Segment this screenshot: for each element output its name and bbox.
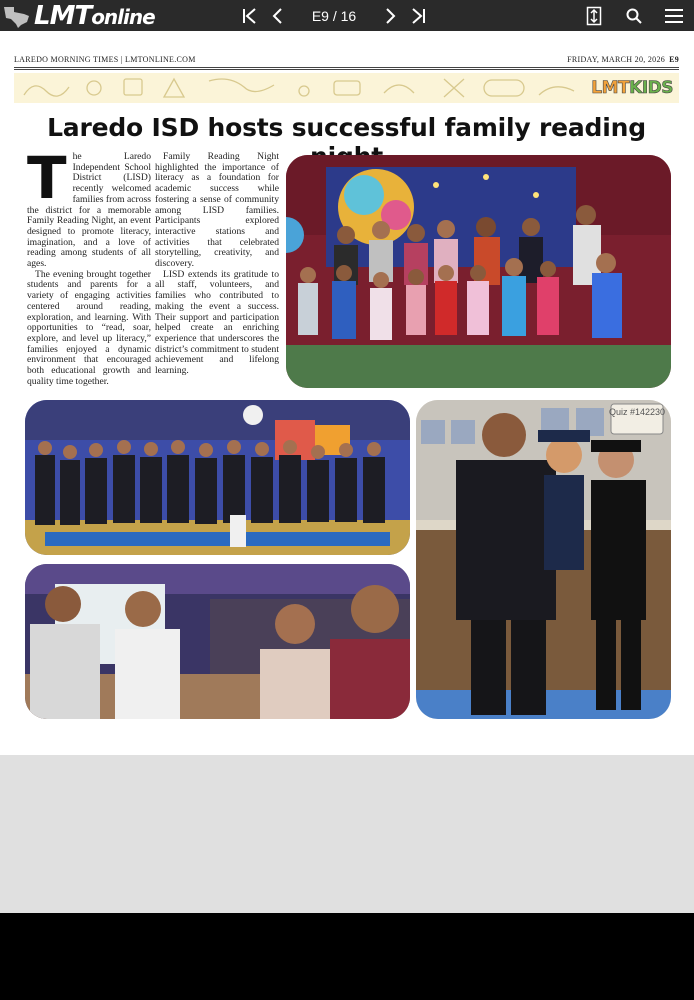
- next-page-button[interactable]: [376, 0, 404, 31]
- article-paragraph: Family Reading Night highlighted the importance of literacy as a foundation for academic success while fostering a sense of community among LISD families. Participants explored interactive stations and activities that celebrated storytelling, creativity, and discovery.: [155, 151, 279, 270]
- masthead-rule-2: [14, 69, 679, 70]
- article-paragraph: The evening brought together students and parents for a variety of engaging activities centered around reading, exploration, and learning. With opportunities to “read, soar, explore, and level up literacy,” families enjoyed a dynamic environment that encouraged both educational growth and quality time together.: [27, 268, 151, 387]
- viewer-bottom: [0, 913, 694, 1000]
- previous-page-button[interactable]: [264, 0, 292, 31]
- banner-doodles: [14, 73, 679, 103]
- masthead-page-number: E9: [669, 55, 679, 64]
- viewer-toolbar: [0, 0, 694, 31]
- masthead-rule: [14, 67, 679, 68]
- search-button[interactable]: [614, 0, 654, 31]
- page-navigation: [236, 0, 432, 31]
- quiz-sign-text: Quiz #142230: [608, 407, 666, 417]
- photo-officer-puppet: [416, 400, 671, 719]
- logo-text-online: online: [91, 4, 155, 29]
- first-page-button[interactable]: [236, 0, 264, 31]
- lmt-kids-logo: [591, 78, 673, 98]
- article-body: [27, 144, 279, 392]
- page-masthead: [14, 53, 679, 67]
- fit-page-button[interactable]: [574, 0, 614, 31]
- section-banner: [14, 73, 679, 103]
- photo-large-group: [25, 400, 410, 555]
- texas-icon: [0, 0, 34, 31]
- fit-height-icon: [586, 6, 602, 26]
- search-icon: [625, 7, 643, 25]
- photo-families: [25, 564, 410, 719]
- article-paragraph: The Laredo Independent School District (LISD) recently welcomed families from across the district for a memorable Family Reading Night, an event designed to promote literacy, imagination, and a love of reading among students of all ages.: [27, 144, 151, 270]
- drop-cap: T: [27, 144, 67, 212]
- chevron-left-icon: [269, 7, 287, 25]
- page-indicator: E9 / 16: [311, 7, 357, 24]
- kids-logo-kids: KIDS: [629, 78, 673, 98]
- article-paragraph: LISD extends its gratitude to all staff, volunteers, and families who contributed to making the event a success. Their support and participation helped create an enriching experience that underscores the district’s commitment to student achievement and lifelong learning.: [155, 268, 279, 377]
- viewer-background: [0, 755, 694, 913]
- masthead-date: FRIDAY, MARCH 20, 2026: [567, 55, 666, 64]
- last-page-button[interactable]: [404, 0, 432, 31]
- hamburger-menu-icon: [664, 8, 684, 24]
- logo-text-lmt: LMT: [34, 0, 92, 31]
- article-headline: Laredo ISD hosts successful family reading: [47, 113, 646, 142]
- kids-logo-lmt: LMT: [591, 78, 630, 98]
- last-page-icon: [409, 7, 427, 25]
- chevron-right-icon: [381, 7, 399, 25]
- photo-group-children: [286, 155, 671, 388]
- newspaper-page: [0, 31, 694, 755]
- menu-button[interactable]: [654, 0, 694, 31]
- lmtonline-logo[interactable]: [0, 0, 155, 31]
- masthead-publication: LAREDO MORNING TIMES | LMTONLINE.COM: [14, 55, 196, 64]
- first-page-icon: [241, 7, 259, 25]
